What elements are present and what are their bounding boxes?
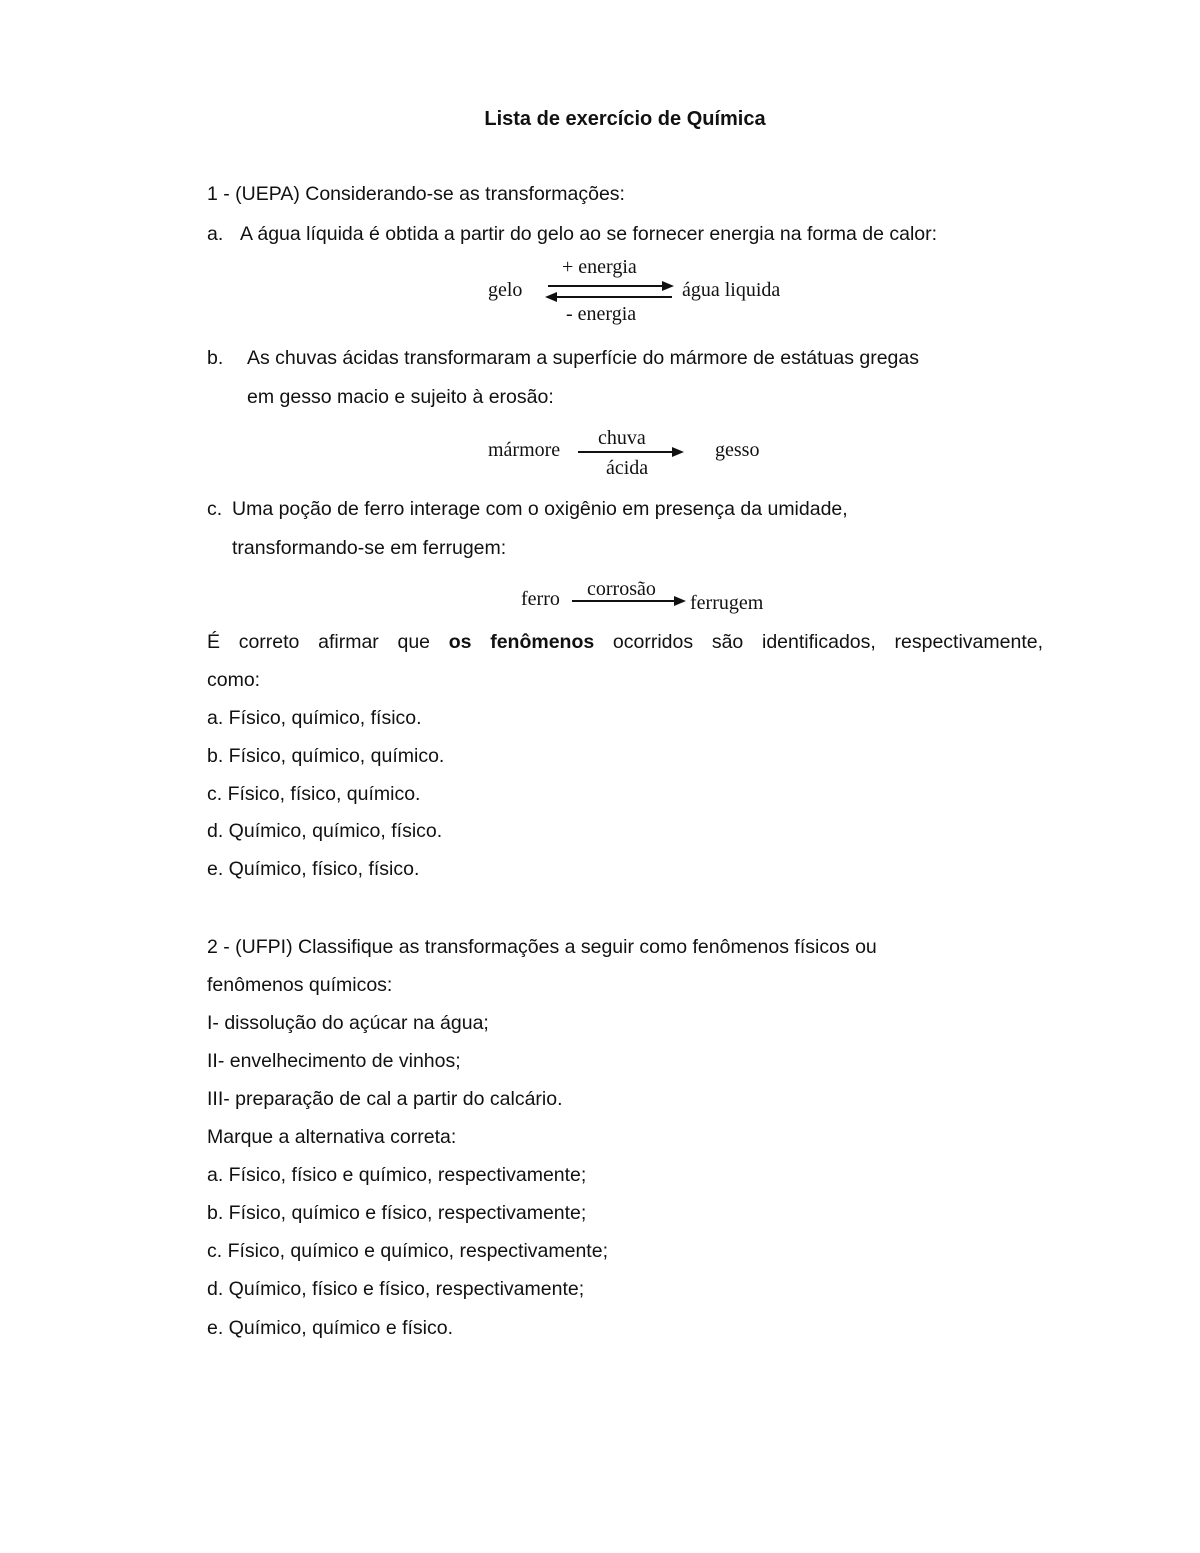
- q2-option-c: c. Físico, químico e químico, respectivamente;: [207, 1240, 608, 1262]
- arrow-left-icon: [545, 292, 557, 302]
- q2-heading-line1: 2 - (UFPI) Classifique as transformações a seguir como fenômenos físicos ou: [207, 936, 877, 958]
- q1-item-b-line2: em gesso macio e sujeito à erosão:: [247, 386, 554, 408]
- reverse-arrow-line: [556, 296, 672, 298]
- eq1-product: água liquida: [682, 279, 781, 301]
- q2-item-iii: III- preparação de cal a partir do calcário.: [207, 1088, 563, 1110]
- q2-heading-line2: fenômenos químicos:: [207, 974, 393, 996]
- page-title: Lista de exercício de Química: [484, 108, 766, 130]
- eq2-product: gesso: [715, 439, 760, 461]
- eq3-product: ferrugem: [690, 592, 764, 614]
- q1-stem-bold: os fenômenos: [448, 631, 595, 653]
- q1-stem-before: É correto afirmar que: [207, 631, 449, 653]
- q1-option-b: b. Físico, químico, químico.: [207, 745, 445, 767]
- q1-item-a-marker: a.: [207, 223, 224, 245]
- arrow-right-icon: [662, 281, 674, 291]
- q1-item-c-line1: Uma poção de ferro interage com o oxigênio em presença da umidade,: [232, 498, 848, 520]
- forward-arrow-line: [548, 285, 664, 287]
- forward-arrow-line: [572, 600, 676, 602]
- eq3-reactant: ferro: [521, 588, 560, 610]
- q1-option-d: d. Químico, químico, físico.: [207, 820, 443, 842]
- q1-option-c: c. Físico, físico, químico.: [207, 783, 421, 805]
- eq1-bottom-label: - energia: [566, 303, 637, 325]
- q2-prompt: Marque a alternativa correta:: [207, 1126, 457, 1148]
- q1-stem-line2: como:: [207, 669, 261, 691]
- q1-option-a: a. Físico, químico, físico.: [207, 707, 422, 729]
- q2-option-e: e. Químico, químico e físico.: [207, 1317, 454, 1339]
- q2-item-i: I- dissolução do açúcar na água;: [207, 1012, 489, 1034]
- q1-option-e: e. Químico, físico, físico.: [207, 858, 420, 880]
- arrow-right-icon: [674, 596, 686, 606]
- q1-item-b-line1: As chuvas ácidas transformaram a superfície do mármore de estátuas gregas: [247, 347, 919, 369]
- eq2-reactant: mármore: [488, 439, 561, 461]
- q2-option-a: a. Físico, físico e químico, respectivamente;: [207, 1164, 587, 1186]
- q2-option-b: b. Físico, químico e físico, respectivamente;: [207, 1202, 587, 1224]
- q1-heading: 1 - (UEPA) Considerando-se as transformações:: [207, 183, 625, 205]
- q1-stem-after: ocorridos são identificados, respectivamente,: [594, 631, 1043, 653]
- eq3-top-label: corrosão: [587, 578, 656, 600]
- q1-item-b-marker: b.: [207, 347, 224, 369]
- eq1-reactant: gelo: [488, 279, 523, 301]
- q1-item-c-line2: transformando-se em ferrugem:: [232, 537, 507, 559]
- eq1-top-label: + energia: [562, 256, 637, 278]
- q1-item-c-marker: c.: [207, 498, 223, 520]
- q1-stem-line1: [207, 633, 1043, 653]
- q2-option-d: d. Químico, físico e físico, respectivamente;: [207, 1278, 585, 1300]
- eq2-bottom-label: ácida: [606, 457, 649, 479]
- eq2-top-label: chuva: [598, 427, 646, 449]
- arrow-right-icon: [672, 447, 684, 457]
- q2-item-ii: II- envelhecimento de vinhos;: [207, 1050, 461, 1072]
- q1-item-a-text: A água líquida é obtida a partir do gelo ao se fornecer energia na forma de calor:: [240, 223, 938, 245]
- forward-arrow-line: [578, 451, 674, 453]
